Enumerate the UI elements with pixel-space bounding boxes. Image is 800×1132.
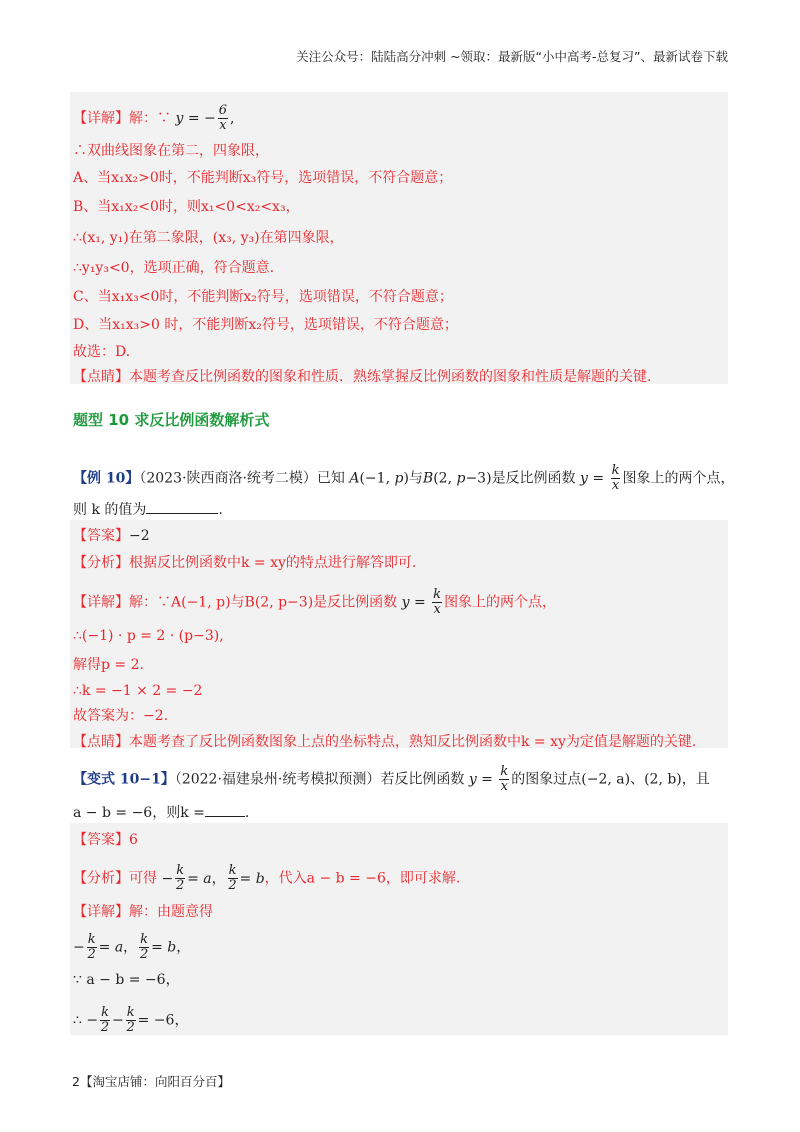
variant-line2-end: . [244, 805, 250, 821]
answer-blank [205, 816, 245, 817]
example-line2-end: . [218, 502, 223, 518]
option-c-line: C、当x₁x₃<0时，不能判断x₂符号，选项错误，不符合题意； [73, 289, 453, 305]
comment-line-1 [73, 367, 651, 387]
detail-tag: 【详解】 [73, 594, 129, 611]
comment-text: 本题考查反比例函数的图象和性质．熟练掌握反比例函数的图象和性质是解题的关键. [129, 369, 652, 385]
ex10-step4: 故答案为：−2. [73, 708, 169, 724]
comment-tag: 【点睛】 [73, 734, 129, 750]
example-10-question: 【例 10】（2023·陕西商洛·统考二模）已知 A(−1, p)与B(2, p−3)是反比例函数 y = $\frac{k}{x}$ 图象上的两个点， [73, 463, 735, 493]
variant-10-1-line2 [73, 803, 249, 823]
analysis-lead: 可得 [129, 870, 157, 887]
detail-text: 解：∵A(−1, p)与B(2, p−3)是反比例函数 [129, 594, 398, 611]
ex10-comment [73, 732, 696, 752]
page-footer: 2【淘宝店铺：向阳百分百】 [72, 1074, 230, 1089]
option-d-line: D、当x₁x₃>0 时，不能判断x₂符号，选项错误，不符合题意； [73, 317, 458, 333]
step3-lead: ∴ [73, 1012, 82, 1029]
detail-lead: 解：∵ [129, 110, 171, 127]
comment-text: 本题考查了反比例函数图象上点的坐标特点，熟知反比例函数中k = xy为定值是解题的关键. [129, 734, 697, 750]
option-a-line: A、当x₁x₂>0时，不能判断x₃符号，选项错误，不符合题意； [73, 170, 453, 186]
var-analysis: 【分析】可得 − $\frac{k}{2}$ = a， $\frac{k}{2}$ = b，代入a − b = −6，即可求解. [73, 863, 461, 893]
example-end: 图象上的两个点， [622, 470, 735, 487]
analysis-text: 根据反比例函数中k = xy的特点进行解答即可. [129, 555, 417, 571]
variant-10-1-question: 【变式 10−1】（2022·福建泉州·统考模拟预测）若反比例函数 y = $\frac{k}{x}$ 的图象过点(−2, a)、(2, b)，且 [73, 764, 710, 794]
example-tag: 【例 10】 [73, 470, 140, 487]
ex10-step1: ∴(−1) · p = 2 · (p−3), [73, 628, 224, 644]
variant-tag: 【变式 10−1】 [73, 771, 175, 788]
answer-tag: 【答案】 [73, 832, 129, 848]
example-line2-text: 则 k 的值为 [73, 502, 147, 518]
ex10-step3: ∴k = −1 × 2 = −2 [73, 683, 203, 699]
answer-blank [146, 513, 218, 514]
section-title: 题型 10 求反比例函数解析式 [73, 411, 270, 429]
step3-end: = −6， [137, 1012, 189, 1029]
variant-end: 的图象过点(−2, a)、(2, b)，且 [511, 771, 710, 788]
ex10-step2: 解得p = 2. [73, 657, 144, 673]
ex10-detail: 【详解】解：∵A(−1, p)与B(2, p−3)是反比例函数 y = $\frac{k}{x}$ 图象上的两个点， [73, 587, 557, 617]
y1y3-line: ∴y₁y₃<0，选项正确，符合题意. [73, 260, 275, 276]
example-10-line2 [73, 500, 223, 520]
comment-tag: 【点睛】 [73, 369, 129, 385]
detail-text: 解：由题意得 [129, 904, 213, 920]
variant-line2-text: a − b = −6，则k = [73, 805, 205, 821]
variant-source: （2022·福建泉州·统考模拟预测）若反比例函数 [174, 771, 465, 788]
var-step1: − $\frac{k}{2}$ = a， $\frac{k}{2}$ = b， [73, 932, 191, 962]
analysis-tag: 【分析】 [73, 555, 129, 571]
hyperbola-line: ∴双曲线图象在第二，四象限， [73, 143, 269, 159]
answer-value: 6 [129, 832, 138, 848]
answer-box-var10-1 [70, 823, 728, 1035]
ex10-analysis [73, 553, 416, 573]
page-header: 关注公众号：陆陆高分冲刺 ~领取：最新版“小中高考-总复习”、最新试卷下载 [296, 49, 728, 64]
detail-line-1: 【详解】解：∵ y = − $\frac{6}{x}$ , [73, 103, 235, 133]
quadrant-line: ∴(x₁, y₁)在第二象限，(x₃, y₃)在第四象限， [73, 230, 344, 246]
detail-tag: 【详解】 [73, 904, 129, 920]
detail-tag: 【详解】 [73, 110, 129, 127]
analysis-end: ，代入a − b = −6，即可求解. [264, 870, 461, 887]
var-answer [73, 830, 138, 850]
choose-line: 故选：D. [73, 344, 131, 360]
option-b-line: B、当x₁x₂<0时，则x₁<0<x₂<x₃， [73, 199, 300, 215]
var-detail [73, 902, 213, 922]
example-source: （2023·陕西商洛·统考二模）已知 [139, 470, 345, 487]
answer-value: −2 [129, 528, 150, 544]
var-step3: ∴ − $\frac{k}{2}$ − $\frac{k}{2}$ = −6， [73, 1005, 189, 1035]
answer-tag: 【答案】 [73, 528, 129, 544]
ex10-answer [73, 526, 150, 546]
detail-end: 图象上的两个点， [444, 594, 557, 611]
analysis-tag: 【分析】 [73, 870, 129, 887]
example-mid: 是反比例函数 [491, 470, 576, 487]
var-step2: ∵ a − b = −6， [73, 972, 180, 988]
